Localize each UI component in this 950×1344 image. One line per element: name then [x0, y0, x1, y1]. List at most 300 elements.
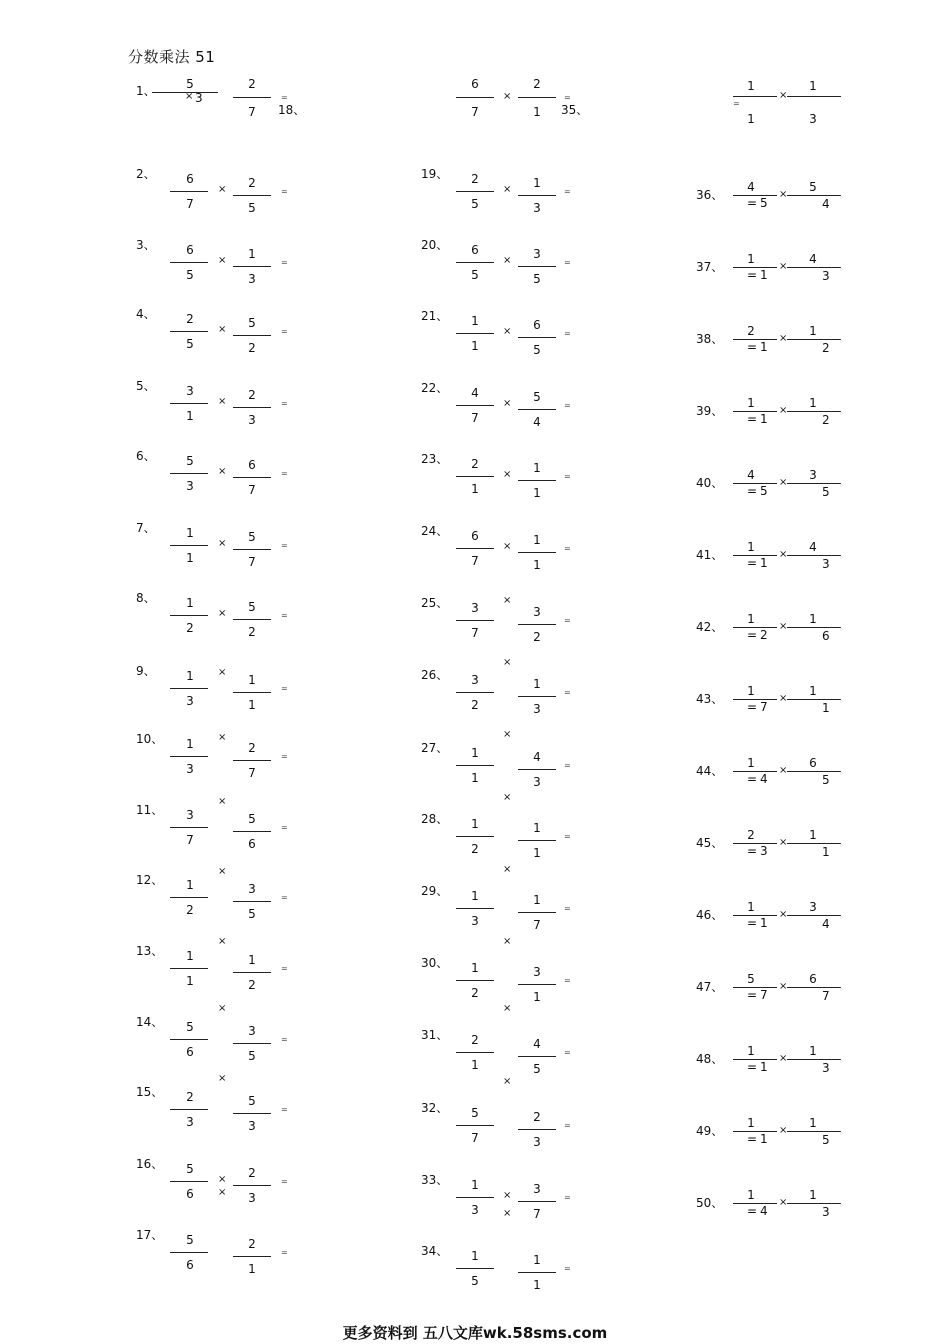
problem-label: 16、	[136, 1157, 164, 1171]
fraction-bar	[787, 627, 841, 628]
equals-sign: =	[564, 93, 571, 102]
numerator: 5	[248, 530, 256, 544]
fraction-bar	[518, 266, 556, 267]
fraction-bar	[518, 337, 556, 338]
denominator: 3	[809, 112, 817, 126]
denominator: 1	[471, 1058, 479, 1072]
times-sign: ×	[218, 466, 227, 477]
denominator: 1	[186, 974, 194, 988]
times-sign: ×	[779, 1197, 788, 1208]
equals-sign: =	[733, 99, 740, 108]
denominator: 1	[760, 916, 768, 930]
denominator: 1	[533, 558, 541, 572]
equals-sign: =	[564, 1193, 571, 1202]
times-sign: ×	[218, 936, 227, 947]
denominator: 3	[822, 557, 830, 571]
numerator: 1	[747, 79, 755, 93]
fraction-bar	[233, 407, 271, 408]
problem-label: 1、	[136, 84, 156, 98]
denominator: 2	[186, 903, 194, 917]
equals-sign: =	[281, 611, 288, 620]
times-sign: ×	[503, 657, 512, 668]
numerator: 4	[747, 468, 755, 482]
times-sign: ×	[218, 255, 227, 266]
numerator: 1	[809, 612, 817, 626]
problem-label: 31、	[421, 1028, 449, 1042]
footer-text: 更多资料到 五八文库wk.58sms.com	[342, 1324, 608, 1342]
fraction-bar	[456, 980, 494, 981]
times-sign: ×	[779, 1125, 788, 1136]
fraction-bar	[456, 692, 494, 693]
times-sign: ×	[218, 1073, 227, 1084]
equals-sign: =	[281, 823, 288, 832]
fraction-bar	[787, 843, 841, 844]
denominator: 3	[248, 1119, 256, 1133]
problem-label: 2、	[136, 167, 156, 181]
denominator: 3	[186, 1115, 194, 1129]
problem-label: 25、	[421, 596, 449, 610]
numerator: 1	[809, 828, 817, 842]
denominator: 3	[248, 413, 256, 427]
times-sign: ×	[503, 91, 512, 102]
numerator: 4	[471, 386, 479, 400]
denominator: 5	[248, 907, 256, 921]
times-sign: ×	[779, 1053, 788, 1064]
numerator: 2	[186, 1090, 194, 1104]
numerator: 2	[533, 77, 541, 91]
numerator: 1	[186, 526, 194, 540]
numerator: 6	[471, 529, 479, 543]
equals-sign: =	[281, 1177, 288, 1186]
problem-label: 47、	[696, 980, 724, 994]
equals-sign: =	[564, 616, 571, 625]
fraction-bar	[456, 620, 494, 621]
equals-sign: =	[747, 628, 758, 642]
denominator: 6	[186, 1045, 194, 1059]
equals-sign: =	[747, 268, 758, 282]
times-sign: ×	[503, 792, 512, 803]
numerator: 3	[809, 468, 817, 482]
times-sign: ×	[779, 405, 788, 416]
times-sign: ×	[779, 261, 788, 272]
equals-sign: =	[564, 401, 571, 410]
numerator: 1	[186, 878, 194, 892]
fraction-bar	[787, 915, 841, 916]
numerator: 1	[471, 314, 479, 328]
fraction-bar	[787, 267, 841, 268]
fraction-bar	[233, 760, 271, 761]
problem-label: 34、	[421, 1244, 449, 1258]
problem-label: 36、	[696, 188, 724, 202]
fraction-bar	[456, 476, 494, 477]
times-sign: ×	[218, 538, 227, 549]
fraction-bar	[518, 696, 556, 697]
equals-sign: =	[281, 541, 288, 550]
problem-label: 38、	[696, 332, 724, 346]
equals-sign: =	[747, 556, 758, 570]
numerator: 1	[533, 533, 541, 547]
times-sign: ×	[503, 398, 512, 409]
problem-label: 12、	[136, 873, 164, 887]
numerator: 1	[809, 79, 817, 93]
denominator: 2	[186, 621, 194, 635]
fraction-bar	[170, 968, 208, 969]
numerator: 1	[533, 176, 541, 190]
problem-label: 33、	[421, 1173, 449, 1187]
equals-sign: =	[747, 844, 758, 858]
denominator: 7	[471, 105, 479, 119]
denominator: 4	[533, 415, 541, 429]
problem-label: 48、	[696, 1052, 724, 1066]
denominator: 3	[195, 91, 203, 105]
denominator: 1	[822, 701, 830, 715]
fraction-bar	[518, 480, 556, 481]
denominator: 1	[471, 339, 479, 353]
numerator: 5	[809, 180, 817, 194]
times-sign: ×	[503, 469, 512, 480]
problem-label: 49、	[696, 1124, 724, 1138]
denominator: 5	[533, 272, 541, 286]
problem-label: 32、	[421, 1101, 449, 1115]
numerator: 4	[533, 750, 541, 764]
problem-label: 29、	[421, 884, 449, 898]
denominator: 1	[533, 1278, 541, 1292]
numerator: 3	[533, 605, 541, 619]
fraction-bar	[456, 1052, 494, 1053]
denominator: 5	[248, 201, 256, 215]
numerator: 3	[248, 882, 256, 896]
equals-sign: =	[281, 893, 288, 902]
numerator: 6	[809, 756, 817, 770]
problem-label: 39、	[696, 404, 724, 418]
denominator: 6	[248, 837, 256, 851]
denominator: 1	[747, 112, 755, 126]
denominator: 7	[533, 918, 541, 932]
fraction-bar	[518, 1129, 556, 1130]
equals-sign: =	[747, 412, 758, 426]
times-sign: ×	[218, 1187, 227, 1198]
numerator: 6	[533, 318, 541, 332]
numerator: 5	[248, 600, 256, 614]
problem-label: 8、	[136, 591, 156, 605]
numerator: 2	[248, 176, 256, 190]
denominator: 5	[822, 1133, 830, 1147]
equals-sign: =	[281, 258, 288, 267]
fraction-bar	[518, 552, 556, 553]
denominator: 5	[471, 268, 479, 282]
denominator: 7	[471, 554, 479, 568]
numerator: 1	[186, 596, 194, 610]
numerator: 1	[471, 1249, 479, 1263]
numerator: 1	[471, 746, 479, 760]
denominator: 7	[248, 555, 256, 569]
fraction-bar	[233, 901, 271, 902]
problem-label: 46、	[696, 908, 724, 922]
problem-label: 15、	[136, 1085, 164, 1099]
times-sign: ×	[779, 693, 788, 704]
problem-label: 7、	[136, 521, 156, 535]
numerator: 4	[809, 540, 817, 554]
fraction-bar	[733, 96, 777, 97]
equals-sign: =	[281, 187, 288, 196]
numerator: 1	[809, 684, 817, 698]
times-sign: ×	[218, 796, 227, 807]
numerator: 2	[248, 77, 256, 91]
denominator: 3	[186, 479, 194, 493]
denominator: 5	[186, 268, 194, 282]
denominator: 1	[760, 340, 768, 354]
denominator: 5	[822, 773, 830, 787]
denominator: 4	[760, 772, 768, 786]
numerator: 6	[471, 243, 479, 257]
numerator: 5	[747, 972, 755, 986]
fraction-bar	[518, 769, 556, 770]
numerator: 5	[186, 1233, 194, 1247]
numerator: 2	[248, 741, 256, 755]
fraction-bar	[170, 615, 208, 616]
fraction-bar	[456, 191, 494, 192]
problem-label: 17、	[136, 1228, 164, 1242]
numerator: 1	[471, 961, 479, 975]
times-sign: ×	[503, 326, 512, 337]
denominator: 5	[760, 196, 768, 210]
times-sign: ×	[779, 909, 788, 920]
denominator: 1	[533, 486, 541, 500]
equals-sign: =	[747, 1132, 758, 1146]
fraction-bar	[170, 331, 208, 332]
times-sign: ×	[218, 396, 227, 407]
equals-sign: =	[281, 752, 288, 761]
numerator: 1	[747, 1044, 755, 1058]
times-sign: ×	[503, 864, 512, 875]
denominator: 5	[471, 197, 479, 211]
fraction-bar	[233, 831, 271, 832]
denominator: 1	[760, 1060, 768, 1074]
numerator: 2	[747, 324, 755, 338]
times-sign: ×	[779, 621, 788, 632]
denominator: 4	[760, 1204, 768, 1218]
equals-sign: =	[281, 399, 288, 408]
denominator: 7	[760, 988, 768, 1002]
problem-label: 27、	[421, 741, 449, 755]
fraction-bar	[233, 266, 271, 267]
numerator: 3	[186, 384, 194, 398]
times-sign: ×	[218, 1174, 227, 1185]
equals-sign: =	[564, 976, 571, 985]
denominator: 1	[248, 698, 256, 712]
times-sign: ×	[218, 866, 227, 877]
fraction-bar	[233, 477, 271, 478]
fraction-bar	[787, 339, 841, 340]
fraction-bar	[787, 1131, 841, 1132]
denominator: 5	[533, 343, 541, 357]
fraction-bar	[456, 97, 494, 98]
numerator: 5	[186, 1162, 194, 1176]
denominator: 7	[533, 1207, 541, 1221]
times-sign: ×	[503, 184, 512, 195]
denominator: 5	[471, 1274, 479, 1288]
fraction-bar	[233, 1113, 271, 1114]
fraction-bar	[787, 987, 841, 988]
denominator: 2	[471, 842, 479, 856]
numerator: 1	[533, 893, 541, 907]
equals-sign: =	[747, 1060, 758, 1074]
numerator: 6	[809, 972, 817, 986]
fraction-bar	[518, 840, 556, 841]
denominator: 5	[533, 1062, 541, 1076]
denominator: 7	[471, 1131, 479, 1145]
equals-sign: =	[564, 544, 571, 553]
numerator: 6	[471, 77, 479, 91]
numerator: 5	[186, 454, 194, 468]
times-sign: ×	[218, 667, 227, 678]
numerator: 1	[248, 247, 256, 261]
denominator: 1	[760, 1132, 768, 1146]
numerator: 6	[186, 172, 194, 186]
numerator: 2	[747, 828, 755, 842]
fraction-bar	[456, 405, 494, 406]
equals-sign: =	[747, 1204, 758, 1218]
numerator: 3	[533, 1182, 541, 1196]
numerator: 1	[248, 673, 256, 687]
fraction-bar	[518, 97, 556, 98]
denominator: 1	[822, 845, 830, 859]
problem-label: 9、	[136, 664, 156, 678]
problem-label: 14、	[136, 1015, 164, 1029]
fraction-bar	[170, 1252, 208, 1253]
problem-label: 24、	[421, 524, 449, 538]
equals-sign: =	[564, 904, 571, 913]
equals-sign: =	[564, 688, 571, 697]
numerator: 6	[248, 458, 256, 472]
fraction-bar	[518, 195, 556, 196]
problem-label: 40、	[696, 476, 724, 490]
denominator: 2	[760, 628, 768, 642]
fraction-bar	[456, 1197, 494, 1198]
denominator: 2	[533, 630, 541, 644]
numerator: 2	[471, 1033, 479, 1047]
denominator: 3	[248, 1191, 256, 1205]
denominator: 2	[248, 978, 256, 992]
fraction-bar	[787, 96, 841, 97]
fraction-bar	[233, 692, 271, 693]
denominator: 7	[471, 626, 479, 640]
fraction-bar	[456, 765, 494, 766]
fraction-bar	[787, 411, 841, 412]
numerator: 1	[533, 677, 541, 691]
numerator: 1	[471, 1178, 479, 1192]
denominator: 1	[533, 990, 541, 1004]
fraction-bar	[518, 984, 556, 985]
numerator: 2	[248, 1166, 256, 1180]
denominator: 6	[186, 1258, 194, 1272]
numerator: 5	[533, 390, 541, 404]
denominator: 3	[533, 702, 541, 716]
fraction-bar	[456, 1125, 494, 1126]
denominator: 6	[822, 629, 830, 643]
numerator: 1	[533, 461, 541, 475]
denominator: 5	[186, 337, 194, 351]
equals-sign: =	[747, 700, 758, 714]
times-sign: ×	[779, 981, 788, 992]
problem-label: 5、	[136, 379, 156, 393]
numerator: 2	[533, 1110, 541, 1124]
equals-sign: =	[747, 988, 758, 1002]
times-sign: ×	[503, 729, 512, 740]
numerator: 3	[248, 1024, 256, 1038]
numerator: 1	[809, 1044, 817, 1058]
numerator: 3	[471, 601, 479, 615]
numerator: 1	[747, 540, 755, 554]
denominator: 2	[471, 698, 479, 712]
fraction-bar	[518, 1201, 556, 1202]
problem-label: 45、	[696, 836, 724, 850]
denominator: 3	[471, 914, 479, 928]
equals-sign: =	[281, 964, 288, 973]
numerator: 1	[533, 1253, 541, 1267]
problem-label: 3、	[136, 238, 156, 252]
denominator: 2	[248, 341, 256, 355]
numerator: 3	[533, 965, 541, 979]
problem-label: 43、	[696, 692, 724, 706]
numerator: 1	[747, 1116, 755, 1130]
numerator: 1	[186, 669, 194, 683]
fraction-bar	[456, 1268, 494, 1269]
fraction-bar	[233, 549, 271, 550]
denominator: 3	[533, 1135, 541, 1149]
fraction-bar	[456, 548, 494, 549]
times-sign: ×	[779, 549, 788, 560]
equals-sign: =	[564, 472, 571, 481]
problem-label: 21、	[421, 309, 449, 323]
numerator: 1	[747, 612, 755, 626]
numerator: 5	[248, 316, 256, 330]
times-sign: ×	[503, 541, 512, 552]
numerator: 2	[248, 1237, 256, 1251]
problem-label: 44、	[696, 764, 724, 778]
equals-sign: =	[747, 916, 758, 930]
denominator: 7	[248, 483, 256, 497]
denominator: 2	[822, 341, 830, 355]
numerator: 1	[809, 1116, 817, 1130]
fraction-bar	[787, 483, 841, 484]
fraction-bar	[456, 836, 494, 837]
times-sign: ×	[218, 1003, 227, 1014]
denominator: 5	[760, 484, 768, 498]
denominator: 1	[471, 771, 479, 785]
fraction-bar	[518, 1272, 556, 1273]
problem-label: 6、	[136, 449, 156, 463]
times-sign: ×	[779, 189, 788, 200]
times-sign: ×	[779, 765, 788, 776]
problem-label: 42、	[696, 620, 724, 634]
denominator: 3	[186, 762, 194, 776]
numerator: 4	[809, 252, 817, 266]
problem-label: 4、	[136, 307, 156, 321]
denominator: 4	[822, 197, 830, 211]
fraction-bar	[170, 191, 208, 192]
denominator: 1	[186, 409, 194, 423]
equals-sign: =	[564, 1048, 571, 1057]
equals-sign: =	[747, 772, 758, 786]
denominator: 3	[248, 272, 256, 286]
problem-label: 28、	[421, 812, 449, 826]
fraction-bar	[518, 409, 556, 410]
denominator: 1	[760, 412, 768, 426]
denominator: 7	[186, 833, 194, 847]
next-label: 18、	[278, 103, 306, 117]
problem-label: 30、	[421, 956, 449, 970]
